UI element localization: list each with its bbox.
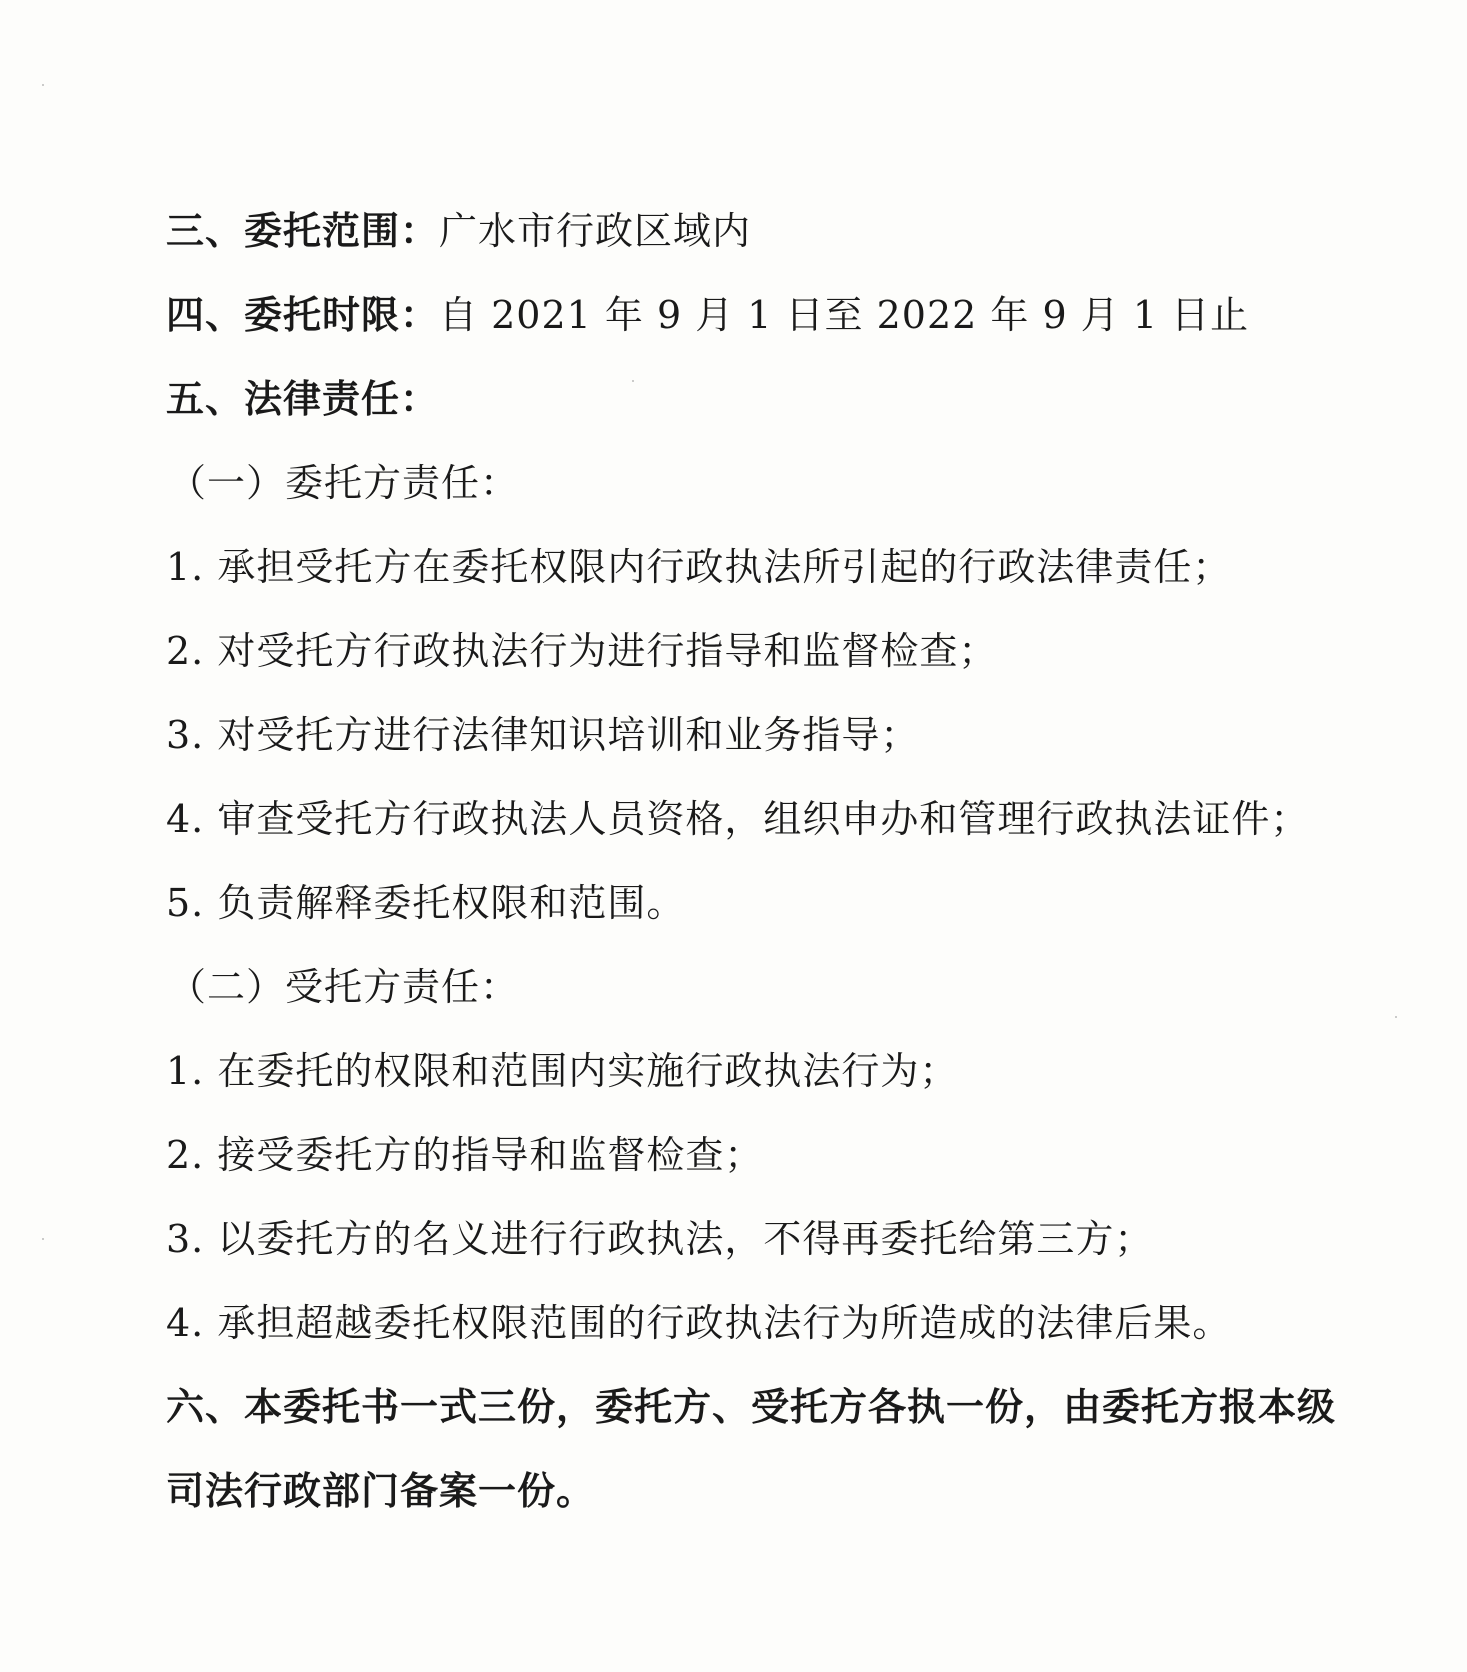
entrustor-item: 4. 审查受托方行政执法人员资格，组织申办和管理行政执法证件； — [166, 797, 1310, 841]
section-4-heading: 四、委托时限： — [166, 292, 440, 337]
section-5-heading: 五、法律责任： — [166, 376, 440, 421]
entrustor-item: 1. 承担受托方在委托权限内行政执法所引起的行政法律责任； — [166, 545, 1232, 589]
section-4-text: 自 2021 年 9 月 1 日至 2022 年 9 月 1 日止 — [439, 293, 1250, 337]
section-3-text: 广水市行政区域内 — [439, 209, 752, 253]
scan-speck — [1395, 1016, 1397, 1018]
section-4-line — [166, 292, 1249, 338]
entrustor-item: 5. 负责解释委托权限和范围。 — [166, 881, 686, 925]
entrustor-item: 3. 对受托方进行法律知识培训和业务指导； — [166, 713, 920, 757]
scan-speck — [42, 1238, 44, 1240]
entrustee-item: 4. 承担超越委托权限范围的行政执法行为所造成的法律后果。 — [166, 1301, 1232, 1345]
entrustee-heading: （二）受托方责任： — [168, 965, 520, 1009]
entrustor-item: 2. 对受托方行政执法行为进行指导和监督检查； — [166, 629, 998, 673]
entrustee-item: 1. 在委托的权限和范围内实施行政执法行为； — [166, 1049, 959, 1093]
section-6-line-1: 六、本委托书一式三份，委托方、受托方各执一份，由委托方报本级 — [166, 1384, 1337, 1429]
scan-speck — [42, 84, 44, 86]
entrustee-item: 2. 接受委托方的指导和监督检查； — [166, 1133, 764, 1177]
entrustee-item: 3. 以委托方的名义进行行政执法，不得再委托给第三方； — [166, 1217, 1154, 1261]
scan-speck — [632, 380, 634, 382]
section-3-line — [166, 208, 751, 254]
section-3-heading: 三、委托范围： — [166, 208, 440, 253]
section-6-line-2: 司法行政部门备案一份。 — [166, 1468, 596, 1513]
entrustor-heading: （一）委托方责任： — [168, 461, 520, 505]
